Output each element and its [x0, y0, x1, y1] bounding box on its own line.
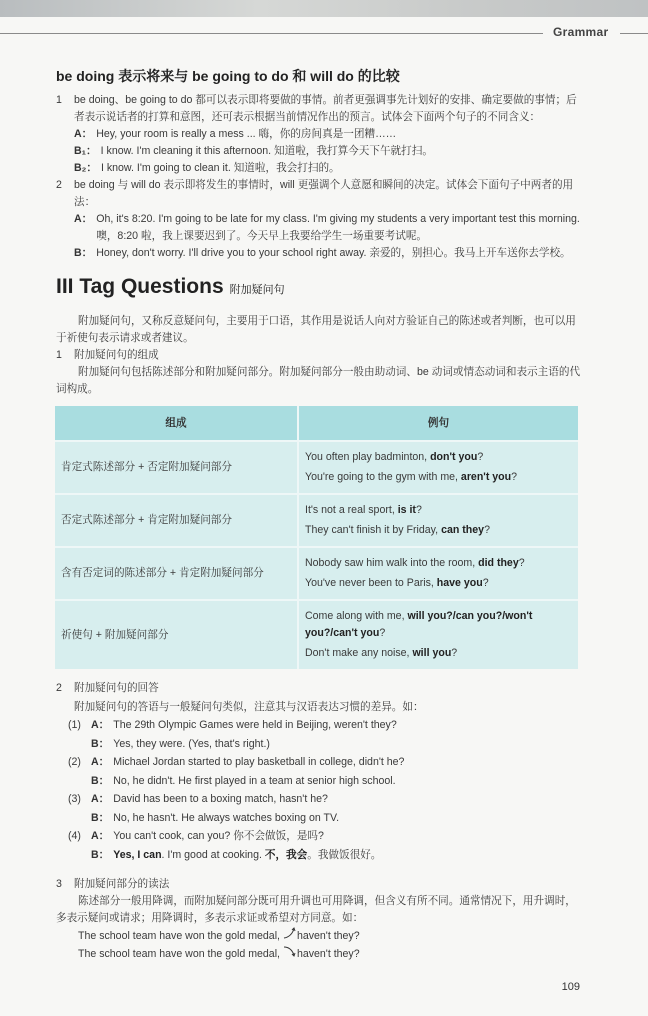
sentence-end: ?	[477, 451, 484, 463]
answer-example-a	[56, 790, 586, 809]
running-header: Grammar	[553, 25, 609, 39]
answer-rest: . I'm good at cooking.	[161, 848, 265, 861]
dialog-line: Hey, your room is really a mess ... 嗨，你的房间真是一团糟……	[96, 128, 397, 140]
composition-cell: 含有否定词的陈述部分 + 肯定附加疑问部分	[55, 547, 298, 600]
question-text: David has been to a boxing match, hasn't he?	[113, 793, 328, 805]
example-sentence	[305, 469, 572, 486]
sentence-end: ?	[415, 504, 422, 516]
answers-block	[56, 679, 586, 864]
sentence-stem: The school team have won the gold medal,	[78, 948, 283, 960]
tag-part: aren't you	[460, 471, 512, 483]
speaker-label: A：	[74, 213, 93, 225]
page-number: 109	[561, 981, 580, 993]
answer-bold: 不，我会	[264, 848, 308, 861]
answer-example-a	[56, 827, 586, 846]
comparison-block	[56, 66, 586, 262]
answer-text	[113, 735, 270, 754]
tag-part: have you	[436, 577, 483, 589]
sentence-stem: Don't make any noise,	[305, 647, 413, 659]
answer-end: 。我做饭很好。	[307, 848, 382, 861]
answer-rest: Yes, they were. (Yes, that's right.)	[113, 737, 270, 750]
answer-rest: No, he hasn't. He always watches boxing on TV.	[113, 811, 340, 824]
speaker-label: A：	[74, 128, 93, 140]
speaker-label: B：	[91, 848, 110, 861]
example-number: (1)	[68, 719, 81, 731]
tag-part: will you?/can you?/won't you?/can't you	[305, 610, 533, 639]
examples-cell	[298, 441, 578, 494]
speaker-label: B：	[91, 737, 110, 750]
answer-text	[113, 772, 395, 791]
example-sentence	[305, 575, 572, 592]
section-heading	[56, 274, 586, 303]
sentence-stem: Come along with me,	[305, 610, 408, 622]
section-title: III Tag Questions	[56, 275, 224, 298]
part-title: 附加疑问句的回答	[74, 682, 159, 694]
example-sentence	[305, 555, 572, 572]
question-text: You can't cook, can you? 你不会做饭，是吗?	[113, 830, 324, 842]
table-row	[55, 494, 578, 547]
question-text: Michael Jordan started to play basketball in college, didn't he?	[113, 756, 405, 768]
part-title: 附加疑问部分的读法	[74, 878, 170, 890]
sentence-stem: The school team have won the gold medal,	[78, 930, 283, 942]
part-number: 2	[56, 682, 62, 694]
speaker-label: A：	[91, 830, 110, 842]
answer-example-b	[56, 846, 586, 865]
example-number: (3)	[68, 793, 81, 805]
example-sentence	[305, 502, 572, 519]
speaker-label: A：	[91, 793, 110, 805]
answer-example-a	[56, 716, 586, 735]
part-text: 陈述部分一般用降调，而附加疑问部分既可用升调也可用降调，但含义有所不同。通常情况下，用升调时，多表示疑问或请求；用降调时，多表示求证或希望对方同意。如：	[56, 895, 576, 924]
answer-example-b	[56, 772, 586, 791]
item-number: 1	[56, 94, 62, 106]
examples-cell	[298, 547, 578, 600]
intonation-block	[56, 876, 586, 963]
sentence-stem: It's not a real sport,	[305, 504, 398, 516]
answer-example-b	[56, 735, 586, 754]
sentence-end: ?	[482, 577, 489, 589]
item-number: 2	[56, 179, 62, 191]
answer-text	[113, 846, 381, 865]
question-text: The 29th Olympic Games were held in Beijing, weren't they?	[113, 719, 397, 731]
table-row	[55, 600, 578, 669]
header-rule-right	[620, 33, 648, 34]
dialog-line: I know. I'm cleaning it this afternoon. 知道啦，我打算今天下午就打扫。	[100, 145, 433, 157]
answer-example-b	[56, 809, 586, 828]
example-number: (4)	[68, 830, 81, 842]
example-sentence	[305, 449, 572, 466]
composition-cell: 否定式陈述部分 + 肯定附加疑问部分	[55, 494, 298, 547]
sentence-end: ?	[451, 647, 458, 659]
table-row	[55, 547, 578, 600]
sentence-end: ?	[518, 557, 525, 569]
example-sentence	[305, 608, 572, 642]
section-subtitle: 附加疑问句	[229, 284, 285, 296]
speaker-label: B：	[91, 811, 110, 824]
examples-cell	[298, 494, 578, 547]
item-text: be doing、be going to do 都可以表示即将要做的事情。前者更强调事先计划好的安排、确定要做的事情；后者表示说话者的打算和意图，还可表示根据当前情况作出的预言。试体会下面两个句子的不同含义：	[74, 94, 577, 123]
tag-part: haven't they?	[296, 948, 360, 960]
sentence-stem: You've never been to Paris,	[305, 577, 437, 589]
comparison-title: be doing 表示将来与 be going to do 和 will do 的比较	[56, 68, 400, 84]
speaker-label: B：	[74, 247, 93, 259]
rising-tone-icon	[283, 930, 297, 942]
part-title: 附加疑问句的组成	[74, 349, 159, 361]
speaker-label: A：	[91, 719, 110, 731]
examples-cell	[298, 600, 578, 669]
dialog-line: I know. I'm going to clean it. 知道啦，我会打扫的。	[100, 162, 340, 174]
dialog-line: Oh, it's 8:20. I'm going to be late for my class. I'm giving my students a very important test this morning. 噢，8:20 啦，我上课要迟到了。今天早上我要给学生一场重要考试呢。	[96, 213, 580, 242]
example-sentence	[305, 522, 572, 539]
answer-bold: Yes, I can	[113, 848, 162, 861]
sentence-end: ?	[511, 471, 518, 483]
example-number: (2)	[68, 756, 81, 768]
tag-part: don't you	[430, 451, 478, 463]
intro-block	[56, 313, 586, 398]
tag-part: did they	[478, 557, 519, 569]
sentence-end: ?	[379, 627, 386, 639]
sentence-stem: You often play badminton,	[305, 451, 431, 463]
sentence-stem: Nobody saw him walk into the room,	[305, 557, 479, 569]
composition-cell: 肯定式陈述部分 + 否定附加疑问部分	[55, 441, 298, 494]
falling-tone-icon	[283, 948, 297, 960]
sentence-stem: They can't finish it by Friday,	[305, 524, 442, 536]
intonation-example	[56, 927, 586, 945]
header-composition: 组成	[55, 406, 298, 441]
answer-example-a	[56, 753, 586, 772]
part-text: 附加疑问句包括陈述部分和附加疑问部分。附加疑问部分一般由助动词、be 动词或情态动词和表示主语的代词构成。	[56, 366, 581, 395]
tag-part: haven't they?	[296, 930, 360, 942]
dialog-line: Honey, don't worry. I'll drive you to your school right away. 亲爱的，别担心。我马上开车送你去学校。	[96, 247, 571, 259]
tag-part: will you	[412, 647, 452, 659]
sentence-end: ?	[484, 524, 490, 536]
example-sentence	[305, 645, 572, 662]
part-text: 附加疑问句的答语与一般疑问句类似，注意其与汉语表达习惯的差异。如：	[74, 700, 424, 713]
sentence-stem: You're going to the gym with me,	[305, 471, 461, 483]
tag-part: can they	[441, 524, 485, 536]
speaker-label: A：	[91, 756, 110, 768]
answer-rest: No, he didn't. He first played in a team at senior high school.	[113, 774, 396, 787]
tag-question-table	[55, 406, 578, 669]
tag-part: is it	[397, 504, 416, 516]
table-row	[55, 441, 578, 494]
answer-text	[113, 809, 339, 828]
intro-paragraph: 附加疑问句，又称反意疑问句，主要用于口语，其作用是说话人向对方验证自己的陈述或者判断，也可以用于祈使句表示请求或者建议。	[56, 315, 576, 344]
part-number: 3	[56, 878, 62, 890]
header-examples: 例句	[298, 406, 578, 441]
composition-cell: 祈使句 + 附加疑问部分	[55, 600, 298, 669]
speaker-label: B₁：	[74, 145, 97, 157]
part-number: 1	[56, 349, 62, 361]
speaker-label: B：	[91, 774, 110, 787]
item-text: be doing 与 will do 表示即将发生的事情时，will 更强调个人意愿和瞬间的决定。试体会下面句子中两者的用法：	[74, 179, 574, 208]
speaker-label: B₂：	[74, 162, 97, 174]
